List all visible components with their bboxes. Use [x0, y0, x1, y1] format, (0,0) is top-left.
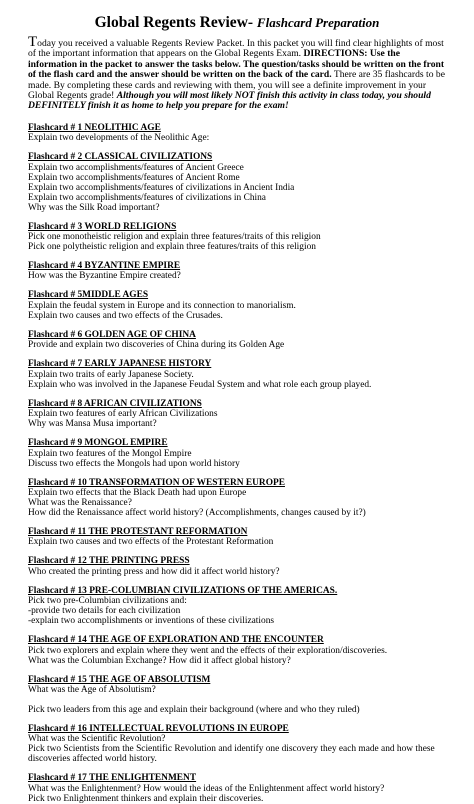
flashcard-task: -provide two details for each civilization [28, 606, 181, 617]
flashcard-item [28, 222, 446, 252]
flashcard-task: What was the Age of Absolutism? [28, 684, 156, 695]
flashcard-item [28, 330, 446, 350]
intro-text-1: oday you received a valuable Regents Review Packet. In this packet you will find clear highlights of most of the important information that appears on the Global Regents Exam. [28, 38, 444, 60]
flashcard-heading: Flashcard # 14 THE AGE OF EXPLORATION AND THE ENCOUNTER [28, 635, 324, 646]
intro-dropcap: T [28, 34, 38, 50]
flashcard-heading: Flashcard # 12 THE PRINTING PRESS [28, 556, 190, 567]
flashcard-task: How did the Renaissance affect world history? (Accomplishments, changes caused by it?) [28, 507, 366, 518]
flashcard-heading: Flashcard # 15 THE AGE OF ABSOLUTISM [28, 674, 211, 685]
flashcard-heading: Flashcard # 2 CLASSICAL CIVILIZATIONS [28, 152, 213, 163]
flashcard-task: Pick two explorers and explain where they went and the effects of their exploration/discoveries. [28, 645, 388, 656]
flashcard-task: Pick two Scientists from the Scientific Revolution and identify one discovery they each made and how these discoveries affected world history. [28, 744, 435, 765]
flashcard-task: Explain two causes and two effects of the Crusades. [28, 310, 223, 321]
flashcard-task: Why was the Silk Road important? [28, 202, 160, 213]
flashcard-task: Pick one polytheistic religion and explain three features/traits of this religion [28, 242, 316, 253]
flashcard-task: Explain two accomplishments/features of civilizations in Ancient India [28, 182, 295, 193]
flashcard-heading: Flashcard # 13 PRE-COLUMBIAN CIVILIZATIONS OF THE AMERICAS. [28, 585, 338, 596]
flashcard-heading: Flashcard # 17 THE ENLIGHTENMENT [28, 773, 197, 784]
flashcard-item [28, 635, 446, 665]
flashcard-item [28, 724, 446, 764]
flashcard-task: What was the Enlightenment? How would the ideas of the Enlightenment affect world history? [28, 783, 385, 794]
flashcard-heading: Flashcard # 3 WORLD RELIGIONS [28, 221, 177, 232]
flashcard-task: -explain two accomplishments or inventions of these civilizations [28, 616, 275, 627]
flashcard-item [28, 527, 446, 547]
flashcard-item [28, 773, 446, 803]
flashcard-task: Explain two accomplishments/features of Ancient Greece [28, 162, 244, 173]
flashcard-item [28, 359, 446, 389]
flashcard-item [28, 438, 446, 468]
flashcard-item [28, 586, 446, 626]
flashcard-spacer [28, 695, 446, 705]
flashcard-item [28, 556, 446, 576]
flashcard-task: Explain who was involved in the Japanese Feudal System and what role each group played. [28, 379, 372, 390]
intro-italic-note: Although you will most likely NOT finish this activity in class today, you should DEFINITELY finish it as home to help you prepare for the exam! [28, 90, 431, 112]
flashcard-task: Pick two leaders from this age and explain their background (where and who they ruled) [28, 704, 360, 715]
flashcard-item [28, 399, 446, 429]
flashcard-heading: Flashcard # 10 TRANSFORMATION OF WESTERN EUROPE [28, 477, 285, 488]
flashcard-task: Explain the feudal system in Europe and its connection to manorialism. [28, 300, 296, 311]
flashcard-task: Why was Mansa Musa important? [28, 419, 157, 430]
flashcard-task: Explain two accomplishments/features of civilizations in China [28, 192, 266, 203]
title-subtitle: Flashcard Preparation [256, 15, 380, 30]
flashcard-task: Pick two Enlightenment thinkers and explain their discoveries. [28, 793, 264, 804]
flashcard-task: Explain two features of the Mongol Empire [28, 448, 192, 459]
intro-paragraph [28, 34, 446, 112]
flashcard-task: Who created the printing press and how did it affect world history? [28, 566, 280, 577]
flashcard-task: Explain two traits of early Japanese Society. [28, 369, 194, 380]
flashcard-item [28, 152, 446, 212]
flashcard-task: How was the Byzantine Empire created? [28, 271, 181, 282]
flashcard-heading: Flashcard # 8 AFRICAN CIVILIZATIONS [28, 398, 202, 409]
intro-text-2: There are 35 flashcards to be made. By completing these cards and reviewing with them, you will see a definite improvement in your Global Regents grade! [28, 69, 445, 102]
flashcard-heading: Flashcard # 11 THE PROTESTANT REFORMATION [28, 526, 248, 537]
flashcard-item [28, 290, 446, 320]
flashcard-task: What was the Scientific Revolution? [28, 734, 166, 745]
flashcard-item [28, 123, 446, 143]
flashcard-heading: Flashcard # 5MIDDLE AGES [28, 290, 149, 301]
flashcard-list [28, 123, 446, 804]
flashcard-item [28, 478, 446, 518]
flashcard-heading: Flashcard # 1 NEOLITHIC AGE [28, 122, 161, 133]
flashcard-task: Explain two causes and two effects of the Protestant Reformation [28, 537, 274, 548]
flashcard-task: Provide and explain two discoveries of China during its Golden Age [28, 340, 285, 351]
flashcard-heading: Flashcard # 9 MONGOL EMPIRE [28, 438, 168, 449]
flashcard-item [28, 675, 446, 715]
flashcard-task: Pick two pre-Columbian civilizations and: [28, 596, 187, 607]
flashcard-task: Explain two accomplishments/features of Ancient Rome [28, 172, 240, 183]
title-main: Global Regents Review- [94, 14, 254, 31]
flashcard-task: Explain two developments of the Neolithic Age: [28, 133, 210, 144]
flashcard-heading: Flashcard # 16 INTELLECTUAL REVOLUTIONS IN EUROPE [28, 723, 289, 734]
flashcard-task: Explain two effects that the Black Death had upon Europe [28, 487, 247, 498]
flashcard-heading: Flashcard # 6 GOLDEN AGE OF CHINA [28, 329, 196, 340]
flashcard-task: What was the Renaissance? [28, 497, 132, 508]
flashcard-task: Pick one monotheistic religion and explain three features/traits of this religion [28, 232, 321, 243]
flashcard-heading: Flashcard # 4 BYZANTINE EMPIRE [28, 261, 181, 272]
page-title [28, 14, 446, 32]
directions-text: DIRECTIONS: Use the information in the packet to answer the tasks below. The question/tasks should be written on the front of the flash card and the answer should be written on the back of the card. [28, 48, 445, 81]
flashcard-item [28, 261, 446, 281]
flashcard-task: What was the Columbian Exchange? How did it affect global history? [28, 655, 291, 666]
flashcard-task: Discuss two effects the Mongols had upon world history [28, 458, 240, 469]
flashcard-task: Explain two features of early African Civilizations [28, 409, 218, 420]
flashcard-heading: Flashcard # 7 EARLY JAPANESE HISTORY [28, 359, 212, 370]
